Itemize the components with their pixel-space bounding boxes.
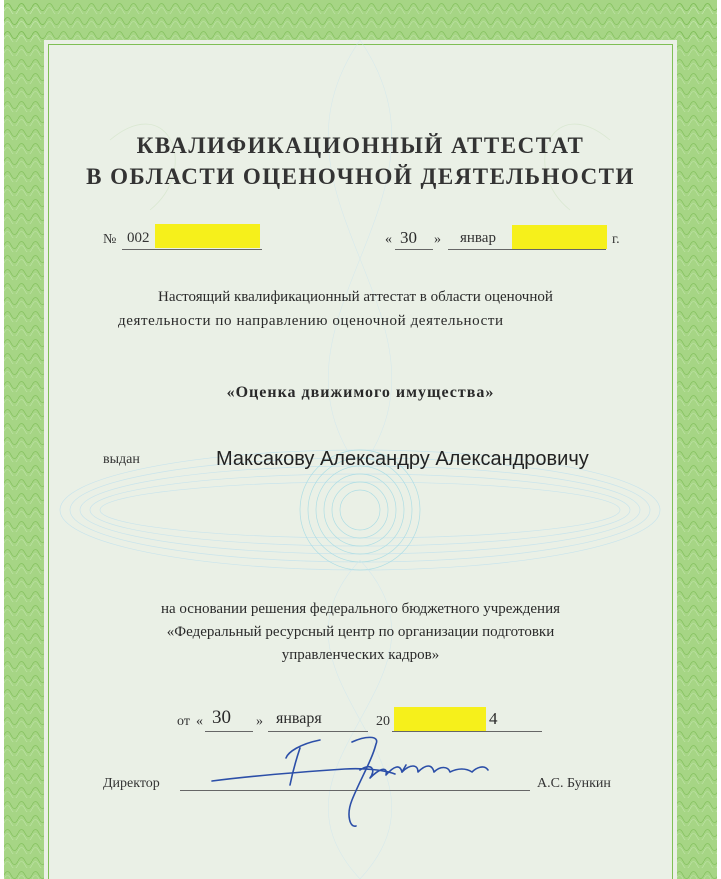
- date-month: январ: [460, 230, 496, 246]
- signer-label: Директор: [103, 776, 160, 791]
- from-year-suffix: 4: [489, 709, 498, 728]
- date-day: 30: [400, 228, 417, 247]
- certificate-number: 002: [127, 230, 150, 246]
- intro-line2: деятельности по направлению оценочной деятельности: [118, 313, 504, 329]
- basis-line3: управленческих кадров»: [281, 647, 440, 663]
- year-suffix: г.: [612, 232, 620, 247]
- signer-name: А.С. Бункин: [537, 776, 611, 791]
- number-label: №: [103, 232, 117, 247]
- basis-line1: на основании решения федерального бюджетного учреждения: [160, 601, 561, 617]
- intro-line1: Настоящий квалификационный аттестат в области оценочной: [158, 289, 553, 305]
- from-label: от: [177, 714, 190, 729]
- from-year-prefix: 20: [376, 714, 390, 729]
- assessment-direction: «Оценка движимого имущества»: [226, 384, 495, 401]
- certificate-title-line2: В ОБЛАСТИ ОЦЕНОЧНОЙ ДЕЯТЕЛЬНОСТИ: [86, 164, 635, 189]
- date-close-quote: »: [434, 232, 441, 247]
- from-day: 30: [212, 707, 231, 728]
- from-month: января: [276, 710, 322, 727]
- basis-line2: «Федеральный ресурсный центр по организации подготовки: [166, 624, 555, 640]
- date-open-quote: «: [385, 232, 392, 247]
- from-open-quote: «: [196, 714, 203, 729]
- certificate-title-line1: КВАЛИФИКАЦИОННЫЙ АТТЕСТАТ: [136, 133, 585, 158]
- recipient-name: Максакову Александру Александровичу: [216, 448, 589, 470]
- from-close-quote: »: [256, 714, 263, 729]
- issued-label: выдан: [103, 452, 140, 467]
